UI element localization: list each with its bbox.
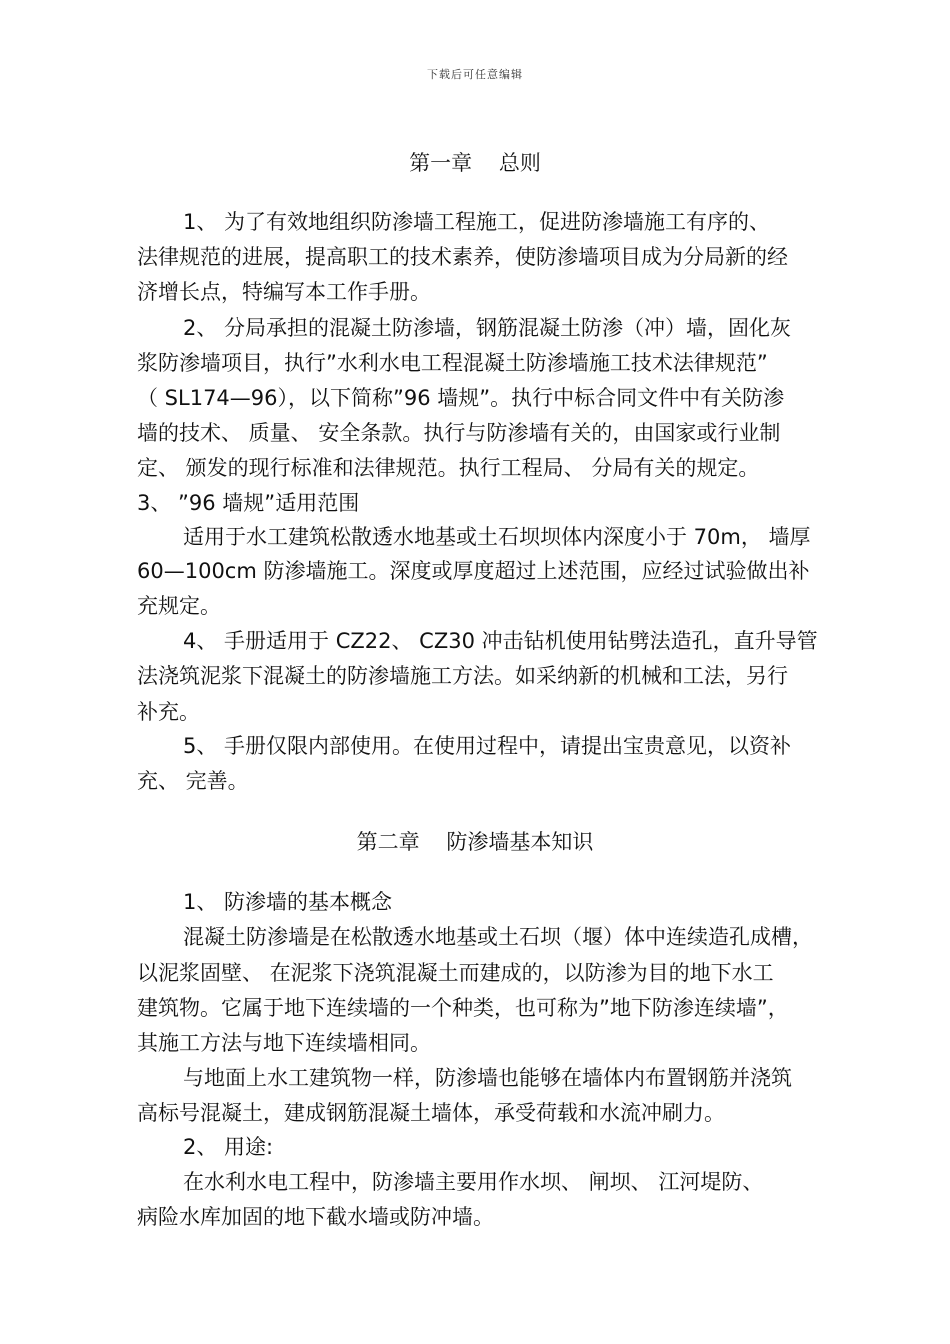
paragraph-line: 法浇筑泥浆下混凝土的防渗墙施工方法。如采纳新的机械和工法，另行 [137, 664, 788, 688]
section-heading: 2、 用途: [183, 1135, 274, 1159]
chapter-1-title: 第一章 总则 [409, 151, 541, 175]
paragraph-line: 病险水库加固的地下截水墙或防冲墙。 [137, 1205, 494, 1229]
paragraph-line: 浆防渗墙项目，执行”水利水电工程混凝土防渗墙施工技术法律规范” [137, 351, 768, 375]
paragraph-line: 充规定。 [137, 594, 221, 618]
paragraph-line: 60—100cm 防渗墙施工。深度或厚度超过上述范围，应经过试验做出补 [137, 559, 810, 583]
section-heading: 1、 防渗墙的基本概念 [183, 890, 393, 914]
header-note: 下载后可任意编辑 [427, 68, 523, 81]
paragraph-line: 墙的技术、 质量、 安全条款。执行与防渗墙有关的，由国家或行业制 [137, 421, 781, 445]
paragraph-line: 济增长点，特编写本工作手册。 [137, 280, 431, 304]
paragraph-line: 5、 手册仅限内部使用。在使用过程中，请提出宝贵意见，以资补 [183, 734, 792, 758]
paragraph-line: 其施工方法与地下连续墙相同。 [137, 1031, 431, 1055]
paragraph-line: 高标号混凝土，建成钢筋混凝土墙体，承受荷载和水流冲刷力。 [137, 1101, 725, 1125]
paragraph-line: 充、 完善。 [137, 769, 249, 793]
paragraph-line: 适用于水工建筑松散透水地基或土石坝坝体内深度小于 70m， 墙厚 [183, 525, 811, 549]
paragraph-line: 补充。 [137, 700, 200, 724]
paragraph-line: 4、 手册适用于 CZ22、 CZ30 冲击钻机使用钻劈法造孔，直升导管 [183, 629, 818, 653]
paragraph-line: 1、 为了有效地组织防渗墙工程施工，促进防渗墙施工有序的、 [183, 210, 771, 234]
paragraph-line: 定、 颁发的现行标准和法律规范。执行工程局、 分局有关的规定。 [137, 456, 760, 480]
paragraph-line: 法律规范的进展，提高职工的技术素养，使防渗墙项目成为分局新的经 [137, 245, 788, 269]
paragraph-line: 以泥浆固壁、 在泥浆下浇筑混凝土而建成的，以防渗为目的地下水工 [137, 961, 774, 985]
paragraph-line: 2、 分局承担的混凝土防渗墙，钢筋混凝土防渗（冲）墙，固化灰 [183, 316, 792, 340]
chapter-2-title: 第二章 防渗墙基本知识 [356, 830, 594, 854]
paragraph-line: 建筑物。它属于地下连续墙的一个种类，也可称为”地下防渗连续墙”， [137, 996, 789, 1020]
paragraph-line: （ SL174—96），以下简称”96 墙规”。执行中标合同文件中有关防渗 [137, 386, 785, 410]
paragraph-line: 在水利水电工程中，防渗墙主要用作水坝、 闸坝、 江河堤防、 [183, 1170, 764, 1194]
paragraph-line: 与地面上水工建筑物一样，防渗墙也能够在墙体内布置钢筋并浇筑 [183, 1066, 792, 1090]
paragraph-line: 混凝土防渗墙是在松散透水地基或土石坝（堰）体中连续造孔成槽， [183, 925, 813, 949]
section-heading: 3、 ”96 墙规”适用范围 [137, 491, 360, 515]
